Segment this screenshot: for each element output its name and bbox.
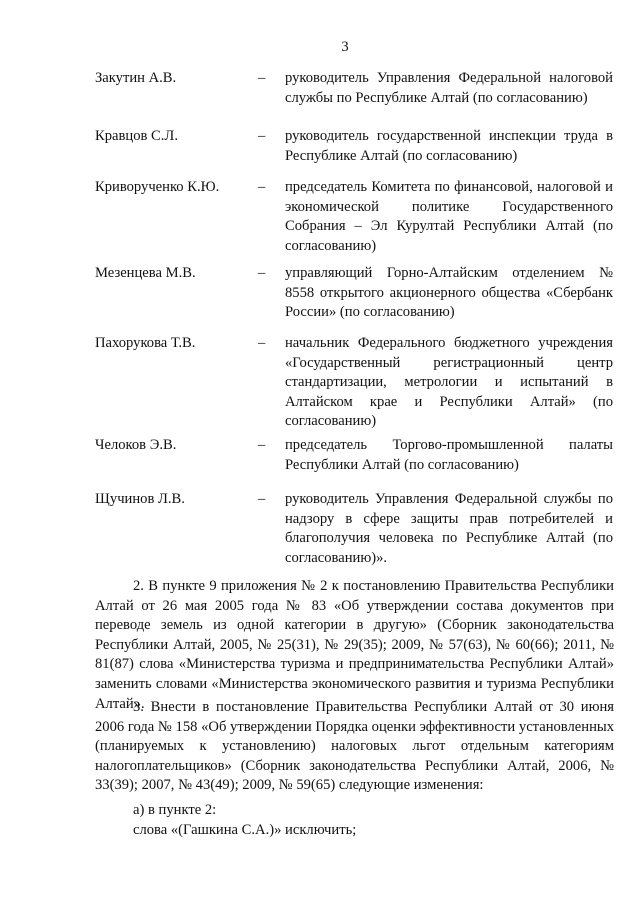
member-dash: –: [258, 128, 266, 144]
member-name: Кравцов С.Л.: [95, 128, 178, 144]
member-role: руководитель государственной инспекции труда в Республике Алтай (по согласованию): [285, 128, 613, 164]
subitem-a-text: слова «(Гашкина С.А.)» исключить;: [133, 822, 357, 838]
member-name: Мезенцева М.В.: [95, 265, 196, 281]
member-name: Челоков Э.В.: [95, 437, 177, 453]
paragraph-3: 3. Внести в постановление Правительства Республики Алтай от 30 июня 2006 года № 158 «Об утверждении Порядка оценки эффективности установленных (планируемых к установлению) налоговых льгот отдельным категориям налогоплательщиков» (Сборник законодательства Республики Алтай, 2006, № 33(39); 2007, № 43(49); 2009, № 59(65) следующие изменения:: [95, 699, 614, 794]
member-dash: –: [258, 437, 266, 453]
subitem-a: а) в пункте 2:: [133, 802, 217, 818]
member-name: Закутин А.В.: [95, 70, 177, 86]
paragraph-2: 2. В пункте 9 приложения № 2 к постановлению Правительства Республики Алтай от 26 мая 2005 года № 83 «Об утверждении состава документов при переводе земель из одной категории в другую» (Сборник законодательства Республики Алтай, 2005, № 25(31), № 29(35); 2009, № 57(63), № 60(66); 2011, № 81(87) слова «Министерства туризма и предпринимательства Республики Алтай» заменить словами «Министерства экономического развития и туризма Республики Алтай».: [95, 578, 614, 712]
member-role: председатель Комитета по финансовой, налоговой и экономической политике Государственного Собрания – Эл Курултай Республики Алтай (по согласованию): [285, 179, 613, 254]
member-role: начальник Федерального бюджетного учреждения «Государственный регистрационный центр стандартизации, метрологии и испытаний в Алтайском крае и Республики Алтай» (по согласованию): [285, 335, 613, 430]
member-dash: –: [258, 335, 266, 351]
member-role: управляющий Горно-Алтайским отделением № 8558 открытого акционерного общества «Сбербанк России» (по согласованию): [285, 265, 613, 321]
member-name: Щучинов Л.В.: [95, 491, 185, 507]
member-dash: –: [258, 491, 266, 507]
page-number: 3: [341, 39, 349, 55]
member-role: председатель Торгово-промышленной палаты Республики Алтай (по согласованию): [285, 437, 613, 473]
member-role: руководитель Управления Федеральной налоговой службы по Республике Алтай (по согласованию): [285, 70, 613, 106]
member-name: Криворученко К.Ю.: [95, 179, 220, 195]
member-dash: –: [258, 265, 266, 281]
member-role: руководитель Управления Федеральной службы по надзору в сфере защиты прав потребителей и благополучия человека по Республике Алтай (по согласованию)».: [285, 491, 613, 566]
member-dash: –: [258, 179, 266, 195]
member-name: Пахорукова Т.В.: [95, 335, 196, 351]
member-dash: –: [258, 70, 266, 86]
